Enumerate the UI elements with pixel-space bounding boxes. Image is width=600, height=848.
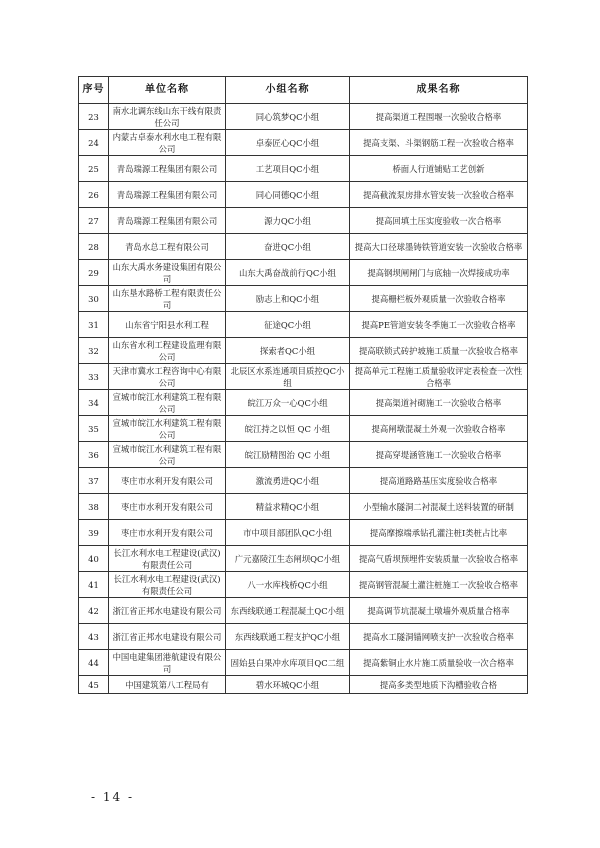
table-row: [79, 520, 528, 546]
cell-group-name: 同心筑梦QC小组: [226, 104, 350, 130]
cell-serial-number: 31: [79, 312, 109, 338]
table-row: [79, 104, 528, 130]
header-group-name: 小组名称: [226, 77, 350, 104]
cell-serial-number: 28: [79, 234, 109, 260]
cell-unit-name: 浙江省正邦水电建设有限公司: [109, 598, 226, 624]
cell-group-name: 工艺项目QC小组: [226, 156, 350, 182]
cell-unit-name: 青岛瑞源工程集团有限公司: [109, 182, 226, 208]
cell-unit-name: 青岛瑞源工程集团有限公司: [109, 208, 226, 234]
table-row: [79, 416, 528, 442]
table-row: [79, 624, 528, 650]
cell-group-name: 同心同德QC小组: [226, 182, 350, 208]
cell-unit-name: 山东省宁阳县水利工程: [109, 312, 226, 338]
table-row: [79, 208, 528, 234]
cell-group-name: 固始县白果冲水库项目QC二组: [226, 650, 350, 676]
table-row: [79, 546, 528, 572]
cell-serial-number: 24: [79, 130, 109, 156]
header-result-name: 成果名称: [350, 77, 528, 104]
cell-serial-number: 45: [79, 676, 109, 694]
cell-unit-name: 枣庄市水利开发有限公司: [109, 494, 226, 520]
cell-serial-number: 44: [79, 650, 109, 676]
table-row: [79, 260, 528, 286]
cell-serial-number: 42: [79, 598, 109, 624]
cell-serial-number: 33: [79, 364, 109, 390]
cell-serial-number: 25: [79, 156, 109, 182]
cell-group-name: 山东大禹奋战前行QC小组: [226, 260, 350, 286]
table-row: [79, 286, 528, 312]
cell-result-name: 提高穿堤涵管施工一次验收合格率: [350, 442, 528, 468]
table-row: [79, 234, 528, 260]
cell-group-name: 卓泰匠心QC小组: [226, 130, 350, 156]
cell-unit-name: 长江水利水电工程建设(武汉)有限责任公司: [109, 546, 226, 572]
cell-group-name: 北辰区水系连通项目质控QC小组: [226, 364, 350, 390]
cell-unit-name: 天津市冀水工程咨询中心有限公司: [109, 364, 226, 390]
cell-group-name: 源力QC小组: [226, 208, 350, 234]
cell-serial-number: 37: [79, 468, 109, 494]
table-row: [79, 130, 528, 156]
cell-group-name: 广元嘉陵江生态闸坝QC小组: [226, 546, 350, 572]
table-row: [79, 156, 528, 182]
cell-group-name: 精益求精QC小组: [226, 494, 350, 520]
cell-serial-number: 39: [79, 520, 109, 546]
cell-unit-name: 青岛瑞源工程集团有限公司: [109, 156, 226, 182]
cell-result-name: 提高紫铜止水片施工质量验收一次合格率: [350, 650, 528, 676]
cell-unit-name: 青岛水总工程有限公司: [109, 234, 226, 260]
cell-group-name: 皖江万众一心QC小组: [226, 390, 350, 416]
cell-unit-name: 宣城市皖江水利建筑工程有限公司: [109, 390, 226, 416]
cell-result-name: 桥面人行道铺贴工艺创新: [350, 156, 528, 182]
cell-group-name: 皖江励精图治 QC 小组: [226, 442, 350, 468]
cell-result-name: 提高支渠、斗渠钢筋工程一次验收合格率: [350, 130, 528, 156]
cell-unit-name: 宣城市皖江水利建筑工程有限公司: [109, 442, 226, 468]
cell-unit-name: 枣庄市水利开发有限公司: [109, 468, 226, 494]
cell-result-name: 提高PE管道安装冬季施工一次验收合格率: [350, 312, 528, 338]
results-table: [78, 76, 528, 694]
cell-result-name: 提高栅栏板外观质量一次验收合格率: [350, 286, 528, 312]
cell-serial-number: 23: [79, 104, 109, 130]
table-header-row: [79, 77, 528, 104]
cell-serial-number: 26: [79, 182, 109, 208]
cell-serial-number: 41: [79, 572, 109, 598]
table-row: [79, 364, 528, 390]
page-number: - 14 -: [91, 790, 135, 804]
cell-result-name: 小型输水隧洞二衬混凝土送料装置的研制: [350, 494, 528, 520]
cell-serial-number: 29: [79, 260, 109, 286]
cell-serial-number: 36: [79, 442, 109, 468]
table-row: [79, 468, 528, 494]
cell-result-name: 提高渠道工程围堰一次验收合格率: [350, 104, 528, 130]
table-row: [79, 572, 528, 598]
cell-result-name: 提高钢坝闸闸门与底轴一次焊接成功率: [350, 260, 528, 286]
cell-result-name: 提高联锁式砖护坡施工质量一次验收合格率: [350, 338, 528, 364]
cell-serial-number: 43: [79, 624, 109, 650]
cell-group-name: 市中项目部团队QC小组: [226, 520, 350, 546]
header-unit-name: 单位名称: [109, 77, 226, 104]
cell-unit-name: 宣城市皖江水利建筑工程有限公司: [109, 416, 226, 442]
cell-unit-name: 南水北调东线山东干线有限责任公司: [109, 104, 226, 130]
cell-group-name: 激流勇进QC小组: [226, 468, 350, 494]
table-row: [79, 312, 528, 338]
table-row: [79, 390, 528, 416]
cell-group-name: 探索者QC小组: [226, 338, 350, 364]
cell-result-name: 提高闸墩混凝土外观一次验收合格率: [350, 416, 528, 442]
cell-result-name: 提高渠道衬砌施工一次验收合格率: [350, 390, 528, 416]
cell-unit-name: 中国建筑第八工程局有: [109, 676, 226, 694]
table-body: [79, 104, 528, 694]
header-serial-number: 序号: [79, 77, 109, 104]
cell-serial-number: 27: [79, 208, 109, 234]
cell-result-name: 提高多类型地质下沟槽验收合格: [350, 676, 528, 694]
cell-serial-number: 34: [79, 390, 109, 416]
cell-group-name: 碧水环城QC小组: [226, 676, 350, 694]
cell-group-name: 征途QC小组: [226, 312, 350, 338]
cell-group-name: 励志上和QC小组: [226, 286, 350, 312]
cell-result-name: 提高调节坑混凝土墩墙外观质量合格率: [350, 598, 528, 624]
cell-group-name: 皖江持之以恒 QC 小组: [226, 416, 350, 442]
cell-result-name: 提高钢管混凝土灌注桩施工一次验收合格率: [350, 572, 528, 598]
table-row: [79, 650, 528, 676]
cell-result-name: 提高单元工程施工质量验收评定表检查一次性合格率: [350, 364, 528, 390]
table-row: [79, 598, 528, 624]
table-row: [79, 338, 528, 364]
cell-group-name: 东西线联通工程支护QC小组: [226, 624, 350, 650]
cell-result-name: 提高截流泵房排水管安装一次验收合格率: [350, 182, 528, 208]
cell-unit-name: 内蒙古卓泰水利水电工程有限公司: [109, 130, 226, 156]
cell-unit-name: 中国电建集团港航建设有限公司: [109, 650, 226, 676]
cell-result-name: 提高摩擦端承钻孔灌注桩Ⅰ类桩占比率: [350, 520, 528, 546]
cell-group-name: 八一水库栈桥QC小组: [226, 572, 350, 598]
cell-result-name: 提高道路路基压实度验收合格率: [350, 468, 528, 494]
cell-unit-name: 山东省水利工程建设监理有限公司: [109, 338, 226, 364]
cell-result-name: 提高水工隧洞锚网喷支护一次验收合格率: [350, 624, 528, 650]
cell-unit-name: 浙江省正邦水电建设有限公司: [109, 624, 226, 650]
cell-unit-name: 长江水利水电工程建设(武汉)有限责任公司: [109, 572, 226, 598]
table-row: [79, 442, 528, 468]
table-row: [79, 182, 528, 208]
cell-result-name: 提高气盾坝预埋件安装质量一次验收合格率: [350, 546, 528, 572]
cell-serial-number: 30: [79, 286, 109, 312]
cell-serial-number: 38: [79, 494, 109, 520]
cell-group-name: 东西线联通工程混凝土QC小组: [226, 598, 350, 624]
cell-serial-number: 35: [79, 416, 109, 442]
cell-serial-number: 40: [79, 546, 109, 572]
cell-unit-name: 枣庄市水利开发有限公司: [109, 520, 226, 546]
cell-result-name: 提高大口径球墨铸铁管道安装一次验收合格率: [350, 234, 528, 260]
table-row: [79, 494, 528, 520]
cell-unit-name: 山东大禹水务建设集团有限公司: [109, 260, 226, 286]
table-row: [79, 676, 528, 694]
cell-result-name: 提高回填土压实度验收一次合格率: [350, 208, 528, 234]
cell-unit-name: 山东垦水路桥工程有限责任公司: [109, 286, 226, 312]
cell-group-name: 奋进QC小组: [226, 234, 350, 260]
cell-serial-number: 32: [79, 338, 109, 364]
